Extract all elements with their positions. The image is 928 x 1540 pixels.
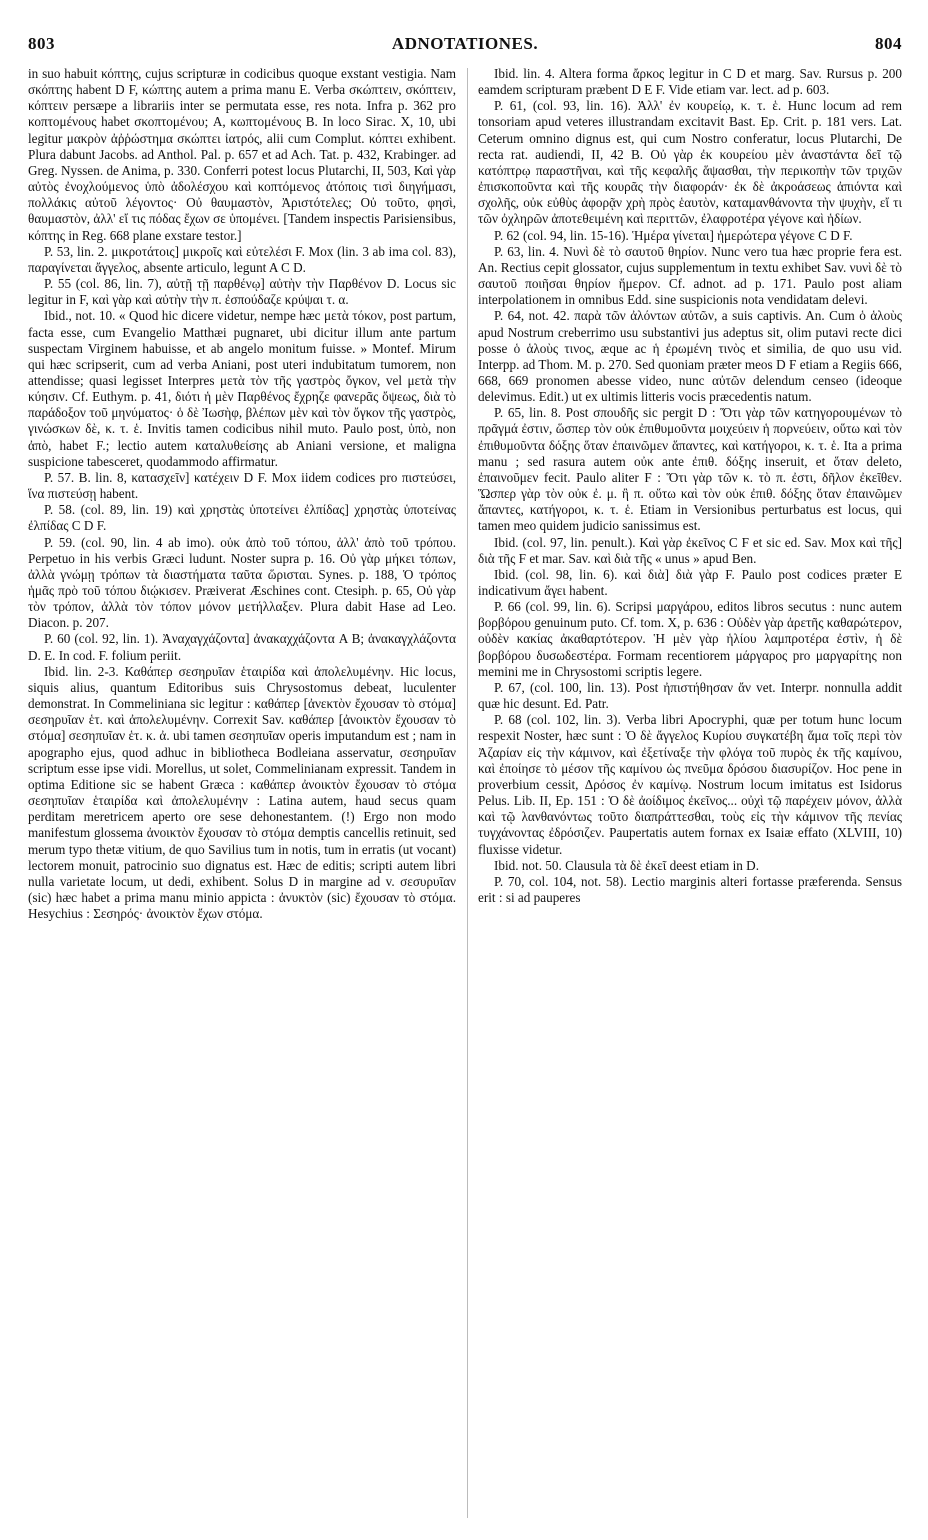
annotation-paragraph: P. 66 (col. 99, lin. 6). Scripsi μαργάρου, editos libros secutus : nunc autem βορβόρου genuinum puto. Cf. tom. X, p. 636 : Οὐδὲν γὰρ ἀρετῆς καθαρώτερον, οὐδὲν κακίας ἀκαθαρτότερον. Ἡ μὲν γὰρ ἡλίου λαμπροτέρα ἐστὶν, ἡ δὲ βορβόρου δυσωδεστέρα. Formam recentiorem μάργαρος pro μαργαρίτης non memini me in Chrysostomi scriptis legere. (478, 599, 902, 679)
annotation-paragraph: P. 53, lin. 2. μικροτάτοις] μικροῖς καὶ εὐτελέσι F. Mox (lin. 3 ab ima col. 83), παραγίνεται ἄγγελος, absente articulo, legunt A C D. (28, 243, 456, 275)
annotation-paragraph: P. 64, not. 42. παρὰ τῶν ἀλόντων αὐτῶν, a suis captivis. An. Cum ὁ ἁλοὺς apud Nostrum creberrimo usu substantivi jus adeptus sit, olim putavi recte dici posse ὁ ἁλοὺς τινος, æque ac ἡ ἐρωμένη τινὸς et similia, de quo usu vid. Interpp. ad Thom. M. p. 270. Sed quoniam præter meos D F etiam a Regiis 666, 668, 669 pronomen abesse video, nunc αὐτῶν delendum censeo (ideoque delevimus. Edit.) ut ex ultimis litteris vocis præcedentis natum. (478, 308, 902, 405)
annotation-paragraph: Ibid. not. 50. Clausula τὰ δὲ ἐκεῖ deest etiam in D. (494, 857, 759, 873)
page-number-left: 803 (28, 34, 55, 53)
running-header (28, 34, 902, 58)
left-column (28, 66, 456, 922)
annotation-paragraph: in suo habuit κόπτης, cujus scripturæ in codicibus quoque exstant vestigia. Nam σκόπτης habent D F, κώπτης autem a prima manu E. Verba σκώπτειν, σκόπτειν, κόπτειν persæpe a librariis inter se permutata esse, res nota. Infra p. 362 pro κοπτομένους habet σκοπτομένου; A, κωπτομένους B. In loco Sirac. X, 10, ubi legitur μακρὸν ἀῤῥώστημα σκώπτει ἰατρός, alii cum Complut. κόπτει exhibent. Plura dabunt Jacobs. ad Anthol. Pal. p. 657 et ad Ach. Tat. p. 432, Krabinger. ad Greg. Nyssen. de Anima, p. 330. Conferri potest locus Plutarchi, II, 503, Καὶ γὰρ αὐτὸς ἐνοχλούμενος ὑπὸ ἀδολέσχου καὶ κοπτόμενος ἀτόποις τισὶ διηγήμασι, πολλάκις αὐτοῦ λέγοντος· Οὐ θαυμαστὸν, Ἀριστότελες; Οὐ τοῦτο, φησὶ, θαυμαστὸν, ἀλλ' εἴ τις πόδας ἔχων σε ὑπομένει. [Tandem inspectis Parisiensibus, κόπτης in Reg. 668 plane exstare testor.] (28, 66, 456, 243)
annotation-paragraph: P. 65, lin. 8. Post σπουδῆς sic pergit D : Ὅτι γὰρ τῶν κατηγορουμένων τὸ πρᾶγμά ἐστιν, ὥσπερ τὸν οὐκ ἐπιθυμοῦντα μοιχεύειν ἡ πορνεύειν, οὕτω καὶ τὸν ἐπιθυμοῦντα δόξης ὅταν ἐπαινῶμεν ἅπαντες, καὶ κατήγοροι, κ. τ. ἑ. Ita a prima manu ; sed rasura autem οὐκ ante ἐπιθ. δόξης inseruit, et ὅταν deleto, ἐπαινοῦμεν fecit. Paulo aliter F : Ὅτι γὰρ τῶν κ. τὸ π. ἐστι, δῆλον ἐκεῖθεν. Ὥσπερ γὰρ τὸν οὐκ ἐ. μ. ἢ π. οὕτω καὶ τὸν οὐκ ἐπιθ. δόξης ὅταν ἐπαινῶμεν ἅπαντες, κατήγοροι, κ. τ. ἑ. Etiam in Versionibus perturbatus est locus, qui tamen meo quidem judicio sanissimus est. (478, 405, 902, 534)
running-title: ADNOTATIONES. (391, 34, 539, 53)
annotation-paragraph: P. 62 (col. 94, lin. 15-16). Ἡμέρα γίνεται] ἡμερώτερα γέγονε C D F. (494, 227, 853, 243)
annotation-paragraph: P. 60 (col. 92, lin. 1). Ἀναχαγχάζοντα] ἀνακαχχάζοντα A B; ἀνακαγχλάζοντα D. E. In cod. F. folium periit. (28, 631, 456, 663)
annotation-paragraph: P. 67, (col. 100, lin. 13). Post ἠπιστήθησαν ἄν vet. Interpr. nonnulla addit quæ hic desunt. Ed. Patr. (478, 679, 902, 712)
annotation-paragraph: P. 59. (col. 90, lin. 4 ab imo). οὐκ ἀπὸ τοῦ τόπου, ἀλλ' ἀπὸ τοῦ τρόπου. Perpetuo in his verbis Græci ludunt. Noster supra p. 16. Οὐ γὰρ μήκει τόπων, ἀλλὰ γνώμῃ τρόπων τὰ διαστήματα ταῦτα ὥρισται. Synes. p. 188, Ὁ τρόπος ἡμᾶς πρὸ τοῦ τόπου διῴκισεν. Præiverat Æschines cont. Ctesiph. p. 65, Οὐ γὰρ τὸν τρόπον, ἀλλὰ τὸν τόπον μόνον μετήλλαξεν. Plura dabit Hase ad Leo. Diacon. p. 207. (28, 534, 456, 631)
annotation-paragraph: Ibid. (col. 97, lin. penult.). Καὶ γὰρ ἐκεῖνος C F et sic ed. Sav. Mox καὶ τῆς] διὰ τῆς F et mar. Sav. καὶ διὰ τῆς « unus » apud Ben. (478, 534, 902, 566)
right-column (478, 66, 902, 906)
annotation-paragraph: P. 68 (col. 102, lin. 3). Verba libri Apocryphi, quæ per totum hunc locum respexit Noster, hæc sunt : Ὁ δὲ ἄγγελος Κυρίου συγκατέβη ἅμα τοῖς περὶ τὸν Ἀζαρίαν εἰς τὴν κάμινον, καὶ ἐξετίναξε τὴν φλόγα τοῦ πυρὸς ἐκ τῆς καμίνου, καὶ ἐποίησε τὸ μέσον τῆς καμίνου ὡς πνεῦμα δρόσου διασυρίζον. Hoc pene in proverbium cessit, Δρόσος ἐν καμίνῳ. Nostrum locum imitatus est Isidorus Pelus. Lib. II, Ep. 151 : Ὁ δὲ ἀοίδιμος ἐκεῖνος... οὐχὶ τῷ παρέχειν μόνον, ἀλλὰ καὶ τῷ λανθανόντως τοῦτο διαπράττεσθαι, τοὺς εἰς τὴν κάμινον τῆς πενίας τυγχάνοντας ἐδρόσιζεν. Paupertatis autem fornax ex Isaiæ effato (XLVIII, 10) fluxisse videtur. (478, 712, 902, 857)
annotation-paragraph: P. 63, lin. 4. Νυνὶ δὲ τὸ σαυτοῦ θηρίον. Nunc vero tua hæc proprie fera est. An. Rectius cepit glossator, cujus supplementum in textu exhibet Sav. νυνὶ δὲ τὸ σαυτοῦ ποιῆσαι θηρίον ἥμερον. Cf. adnot. ad p. 171. Paulo post aliam interpolationem in omnibus Edd. sine suspicionis nota vendidatam delevi. (478, 243, 902, 308)
annotation-paragraph: P. 57. B. lin. 8, κατασχεῖν] κατέχειν D F. Mox iidem codices pro πιστεύσει, ἵνα πιστεύσῃ habent. (28, 469, 456, 502)
annotation-paragraph: Ibid., not. 10. « Quod hic dicere videtur, nempe hæc μετὰ τόκον, post partum, facta esse, cum Evangelio Matthæi pugnaret, ubi dicitur illum ante partum suspectam Virginem habuisse, et ab angelo monitum fuisse. » Montef. Mirum qui hæc scripserit, cum ad verba Aniani, post uteri indubitatum tumorem, non attendisse; quasi legisset Interpres μετὰ τὸν τῆς γαστρὸς ὄγκον, vel μετὰ τὴν κύησιν. Cf. Euthym. p. 41, διότι ἡ μὲν Παρθένος ἔχρηζε φανερᾶς ὄψεως, διὰ τὸ παράδοξον τοῦ μηνύματος· ὁ δὲ Ἰωσὴφ, βλέπων μὲν καὶ τὸν ὄγκον τῆς γαστρὸς, γινώσκων δὲ, κ. τ. ἑ. Invitis tamen codicibus nihil muto. Paulo post, ὑπὸ, non ἀπὸ, habet F.; lectio autem καταλυθείσης ab Aniani versione, et maligna suspicione tabesceret, quodammodo affirmatur. (28, 308, 456, 469)
annotation-paragraph: P. 55 (col. 86, lin. 7), αὐτῇ τῇ παρθένῳ] αὐτὴν τὴν Παρθένον D. Locus sic legitur in F, καὶ γὰρ καὶ αὐτὴν τὴν π. ἐσπούδαζε κρύψαι τ. α. (28, 276, 456, 308)
annotation-paragraph: Ibid. (col. 98, lin. 6). καὶ διὰ] διὰ γὰρ F. Paulo post codices præter E indicativum ἄγει habent. (478, 566, 902, 598)
annotation-paragraph: Ibid. lin. 2-3. Καθάπερ σεσηρυῖαν ἑταιρίδα καὶ ἀπολελυμένην. Hic locus, siquis alius, quantum Editoribus suis Chrysostomus debeat, luculenter demonstrat. In Commeliniana sic legitur : καθάπερ [ἀνεκτὸν ἔχουσαν τὸ στόμα] σεσηρυῖαν ἑτ. καὶ ἀπολελυμένην. Correxit Sav. καθάπερ [ἀνοικτὸν ἔχουσαν τὸ στόμα] σεσηπυῖαν ἑτ. κ. ἀ. ubi tamen σεσηπυῖαν operis imputandum est ; nam in apographo ejus, quod adhuc in bibliotheca Bodleiana asservatur, σεσηρυῖαν scriptum esse ipse vidi. Morellus, ut solet, Commelinianam expressit. Tandem in optima Editione sic se habent Græca : καθάπερ ἀνοικτὸν ἔχουσαν τὸ στόμα σεσηπυῖαν ἑταιρίδα καὶ ἀπολελυμένην : Latina autem, haud secus quam perditam meretricem aperto ore sese dehonestantem. (!) Ergo non modo manifestum glossema ἀνοικτὸν ἔχουσαν τὸ στόμα demptis cancellis retinuit, sed merum typo thetæ vitium, de quo Savilius tum in notis, tum in erratis (ut vocant) lectorem monuit, patrocinio suo dignatus est. Hæc de editis; scripti autem libri nulla varietate locum, ut dedi, exhibent. Solus D in margine ad v. σεσυρυῖαν (sic) hæc habet a prima manu minio appicta : ἀνυκτὸν (sic) ἔχουσαν τὸ στόμα. Hesychius : Σεσηρός· ἀνοικτὸν ἔχων στόμα. (28, 663, 456, 922)
page-number-right: 804 (875, 34, 902, 53)
annotation-paragraph: P. 58. (col. 89, lin. 19) καὶ χρηστὰς ὑποτείνει ἐλπίδας] χρηστὰς ὑποτείνας ἐλπίδας C D F. (28, 502, 456, 534)
annotation-paragraph: Ibid. lin. 4. Altera forma ἄρκος legitur in C D et marg. Sav. Rursus p. 200 eamdem scripturam præbent D E F. Vide etiam var. lect. ad p. 603. (478, 66, 902, 98)
annotation-paragraph: P. 61, (col. 93, lin. 16). Ἀλλ' ἐν κουρείῳ, κ. τ. ἑ. Hunc locum ad rem tonsoriam apud veteres illustrandam excitavit Bast. Ep. Crit. p. 181 vers. Lat. Ceterum omnino dignus est, qui cum Nostro conferatur, locus Plutarchi, De recta rat. audiendi, II, 42 B. Οὐ γὰρ ἐκ κουρείου μὲν ἀναστάντα δεῖ τῷ κατόπτρῳ παραστῆναι, καὶ τῆς κεφαλῆς ἅψασθαι, τὴν περικοπὴν τῶν τριχῶν ἐπισκοποῦντα καὶ τῆς κουρᾶς τὴν διαφοράν· ἐκ δὲ ἀκροάσεως ἀπιόντα καὶ σχολῆς, οὐκ εὐθὺς ἀφορᾷν χρὴ πρὸς ἑαυτὸν, καταμανθάνοντα τὴν ψυχὴν, εἴ τι τῶν ὀχληρῶν ἀποτεθειμένη καὶ περιττῶν, ἐλαφροτέρα γέγονε καὶ ἡδίων. (478, 98, 902, 227)
column-divider (467, 68, 468, 1518)
annotation-paragraph: P. 70, col. 104, not. 58). Lectio marginis alteri fortasse præferenda. Sensus erit : si ad pauperes (478, 873, 902, 905)
